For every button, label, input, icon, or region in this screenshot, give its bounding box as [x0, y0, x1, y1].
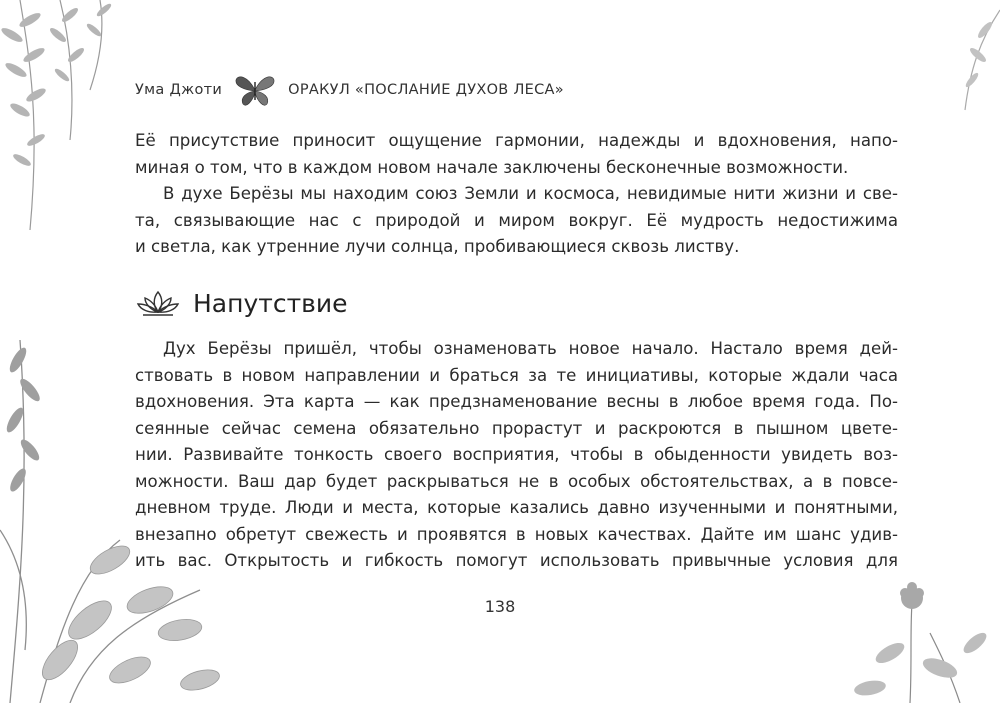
- section-heading: [135, 288, 348, 318]
- text-line: ить вас. Открытость и гибкость помогут использовать привычные условия для: [135, 551, 898, 570]
- butterfly-icon: [234, 70, 276, 110]
- running-header: [135, 70, 564, 110]
- text-line: В духе Берёзы мы находим союз Земли и космоса, невидимые нити жизни и све-: [163, 184, 898, 203]
- text-line: вдохновения. Эта карта — как предзнаменование весны в любое время года. По-: [135, 392, 898, 411]
- author-name: Ума Джоти: [135, 82, 223, 98]
- text-line: внезапно обретут свежесть и проявятся в новых качествах. Дайте им шанс удив-: [135, 524, 898, 544]
- body-paragraph: [135, 336, 898, 575]
- text-line: нии. Развивайте тонкость своего восприятия, чтобы в обыденности увидеть воз-: [135, 445, 898, 464]
- text-line: та, связывающие нас с природой и миром вокруг. Её мудрость недостижима: [135, 210, 898, 230]
- text-line: дневном труде. Люди и места, которые казались давно изученными и понятными,: [135, 498, 898, 517]
- text-line: можности. Ваш дар будет раскрываться не в особых обстоятельствах, а в повсе-: [135, 471, 898, 491]
- fern-foliage-illustration: [0, 0, 140, 240]
- page-number: 138: [484, 597, 516, 616]
- branch-illustration: [930, 0, 1000, 120]
- text-line: сеянные сейчас семена обязательно прорастут и раскроются в пышном цвете-: [135, 418, 898, 438]
- section-title: Напутствие: [193, 288, 348, 318]
- clover-flower-illustration: [850, 573, 1000, 703]
- lotus-icon: [135, 288, 181, 318]
- intro-paragraphs: [135, 128, 898, 261]
- text-line: Дух Берёзы пришёл, чтобы ознаменовать новое начало. Настало время дей-: [163, 339, 898, 358]
- text-line: и светла, как утренние лучи солнца, пробивающиеся сквозь листву.: [135, 237, 740, 256]
- text-line: миная о том, что в каждом новом начале заключены бесконечные возможности.: [135, 157, 849, 177]
- text-line: Её присутствие приносит ощущение гармонии, надежды и вдохновения, напо-: [135, 131, 898, 150]
- text-line: ствовать в новом направлении и браться за те инициативы, которые ждали часа: [135, 365, 898, 385]
- book-title: ОРАКУЛ «ПОСЛАНИЕ ДУХОВ ЛЕСА»: [288, 82, 564, 98]
